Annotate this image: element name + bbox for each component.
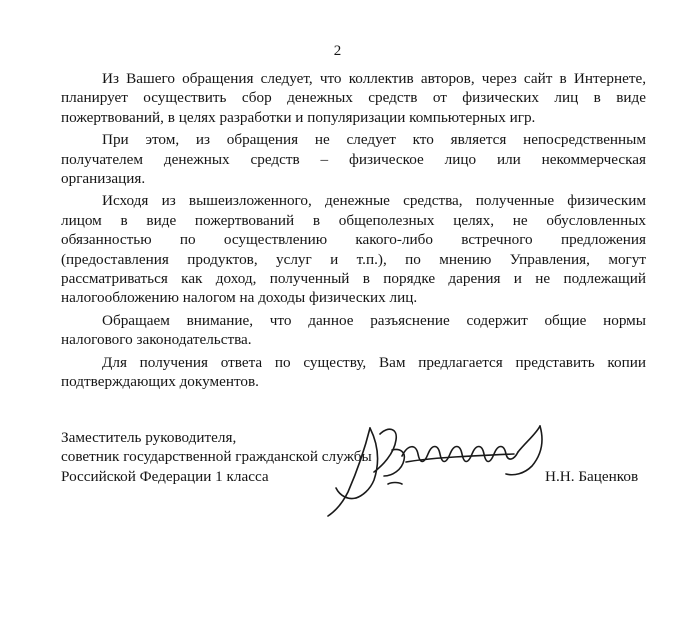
text-line: лицом в виде пожертвований в общеполезных целях, не обусловленных (61, 211, 646, 229)
paragraph-conclusion (61, 191, 646, 307)
letter-body (61, 69, 646, 395)
handwritten-signature-icon (318, 414, 558, 524)
signer-title-line: Российской Федерации 1 класса (61, 467, 269, 485)
signer-name: Н.Н. Баценков (545, 468, 639, 485)
text-line: планирует осуществить сбор денежных средств от физических лиц в виде (61, 89, 646, 107)
text-line: Исходя из вышеизложенного, денежные средства, полученные физическим (102, 192, 646, 210)
text-line: (предоставления продуктов, услуг и т.п.), по мнению Управления, могут (61, 250, 646, 268)
text-line: рассматриваться как доход, полученный в порядке дарения и не подлежащий (61, 270, 646, 288)
paragraph-request-summary (61, 69, 646, 127)
text-line: При этом, из обращения не следует кто является непосредственным (102, 131, 646, 149)
text-line: организация. (61, 170, 146, 188)
paragraph-recipient-unclear (61, 130, 646, 188)
text-line: Обращаем внимание, что данное разъяснение содержит общие нормы (102, 311, 646, 329)
paragraph-general-norms (61, 311, 646, 350)
text-line: Из Вашего обращения следует, что коллектив авторов, через сайт в Интернете, (102, 70, 646, 87)
paragraph-submit-documents (61, 353, 646, 392)
text-line: подтверждающих документов. (61, 373, 259, 391)
text-line: получателем денежных средств – физическое лицо или некоммерческая (61, 150, 646, 168)
text-line: Для получения ответа по существу, Вам предлагается представить копии (102, 353, 646, 371)
signer-title-line: Заместитель руководителя, (61, 429, 237, 446)
text-line: налогообложению налогом на доходы физических лиц. (61, 289, 418, 307)
page-number: 2 (333, 43, 342, 59)
text-line: налогового законодательства. (61, 331, 252, 349)
text-line: обязанностью по осуществлению какого-либо встречного предложения (61, 231, 646, 249)
signer-title-line: советник государственной гражданской службы (61, 448, 372, 466)
text-line: пожертвований, в целях разработки и популяризации компьютерных игр. (61, 108, 536, 126)
